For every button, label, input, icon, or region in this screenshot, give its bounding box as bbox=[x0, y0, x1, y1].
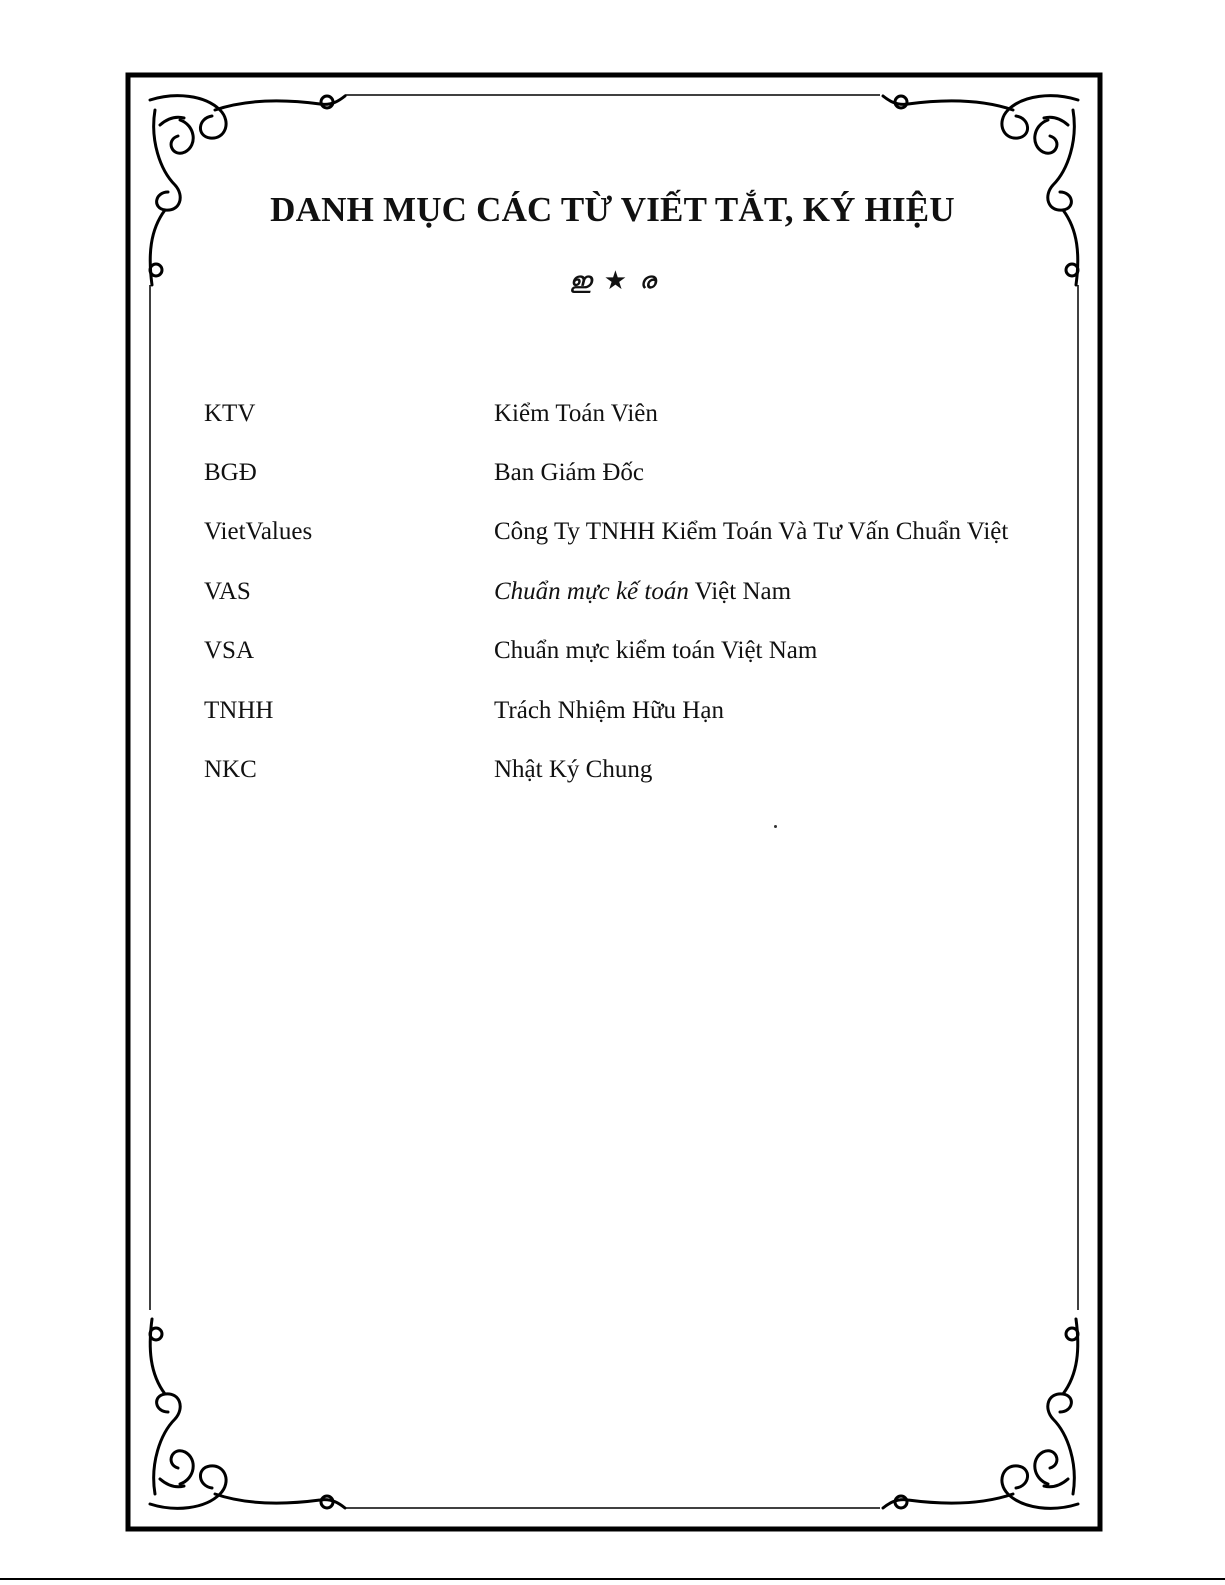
abbreviation-description: Nhật Ký Chung bbox=[494, 756, 653, 784]
abbreviation-description: Chuẩn mực kiểm toán Việt Nam bbox=[494, 637, 818, 665]
scan-speck bbox=[774, 825, 777, 828]
list-item bbox=[204, 562, 1064, 621]
list-item bbox=[204, 681, 1064, 740]
title-ornament bbox=[0, 264, 1225, 296]
abbreviation-description-italic: Chuẩn mực kế toán bbox=[494, 577, 689, 605]
list-item bbox=[204, 740, 1064, 799]
abbreviation-description: Công Ty TNHH Kiểm Toán Và Tư Vấn Chuẩn Việt bbox=[494, 518, 1009, 546]
abbreviation-description: Kiểm Toán Viên bbox=[494, 399, 658, 427]
page-title: DANH MỤC CÁC TỪ VIẾT TẮT, KÝ HIỆU bbox=[270, 190, 955, 229]
page-bottom-rule bbox=[0, 1578, 1225, 1580]
corner-flourish-icon bbox=[150, 1319, 345, 1508]
list-item bbox=[204, 622, 1064, 681]
abbreviation-term: TNHH bbox=[204, 696, 274, 724]
ornament-right-icon: ര bbox=[639, 268, 656, 295]
ornament-left-icon: ഇ bbox=[569, 268, 592, 295]
abbreviation-description bbox=[494, 578, 1064, 606]
abbreviation-term: VietValues bbox=[204, 518, 313, 546]
abbreviation-term: NKC bbox=[204, 756, 257, 784]
star-icon: ★ bbox=[603, 266, 628, 296]
abbreviation-description: Trách Nhiệm Hữu Hạn bbox=[494, 696, 724, 724]
abbreviation-list bbox=[204, 384, 1064, 800]
abbreviation-term: VSA bbox=[204, 637, 255, 665]
abbreviation-term: BGĐ bbox=[204, 459, 257, 487]
abbreviation-term: VAS bbox=[204, 577, 251, 605]
list-item bbox=[204, 384, 1064, 443]
abbreviation-term: KTV bbox=[204, 399, 256, 427]
list-item bbox=[204, 503, 1064, 562]
list-item bbox=[204, 443, 1064, 502]
abbreviation-description: Ban Giám Đốc bbox=[494, 459, 644, 487]
abbreviation-description-rest: Việt Nam bbox=[688, 577, 792, 605]
corner-flourish-icon bbox=[883, 1319, 1078, 1508]
